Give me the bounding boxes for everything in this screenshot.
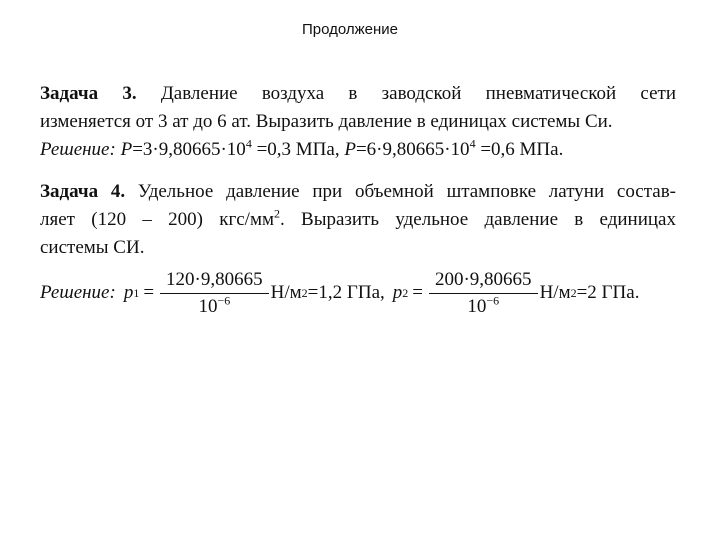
fraction-1: $\frac{120\cdot 9,80665}{10^{-6}}$ xyxy=(160,268,269,319)
task-4-label: Задача 4. xyxy=(40,181,126,202)
task-4-line-1: Задача 4. Удельное давление при объемной штамповке латуни состав- xyxy=(40,181,676,202)
fraction-2: $\frac{200\cdot 9,80665}{10^{-6}}$ xyxy=(429,268,538,319)
page-title: Продолжение xyxy=(301,21,399,38)
task-4-line-3: системы СИ. xyxy=(40,237,145,258)
task-3 xyxy=(40,80,676,164)
document-body xyxy=(40,80,676,324)
task-3-line-2: изменяется от 3 ат до 6 ат. Выразить давление в единицах системы Си. xyxy=(40,111,613,132)
task-4-solution: Решение: p 1 = $\frac{120\cdot 9,80665}{10^{-6}}$ Н/м 2 =1,2 ГПа, p 2 = $\frac{200\cdot 9,80665}{10^{-6}}$ Н/м 2 =2 ГПа. xyxy=(40,268,640,317)
task-3-solution: Решение: $P=3\cdot 9,80665\cdot 10^4 =0,3$ МПа, $P=6\cdot 9,80665\cdot 10^4 =0,6$ МПа. xyxy=(40,136,564,160)
task-4 xyxy=(40,178,676,324)
task-3-label: Задача 3. xyxy=(40,83,137,104)
task-4-line-2: ляет (120 – 200) кгс/$мм^2$. Выразить удельное давление в единицах xyxy=(40,206,676,230)
task-3-line-1: Задача 3. Давление воздуха в заводской пневматической сети xyxy=(40,83,676,104)
